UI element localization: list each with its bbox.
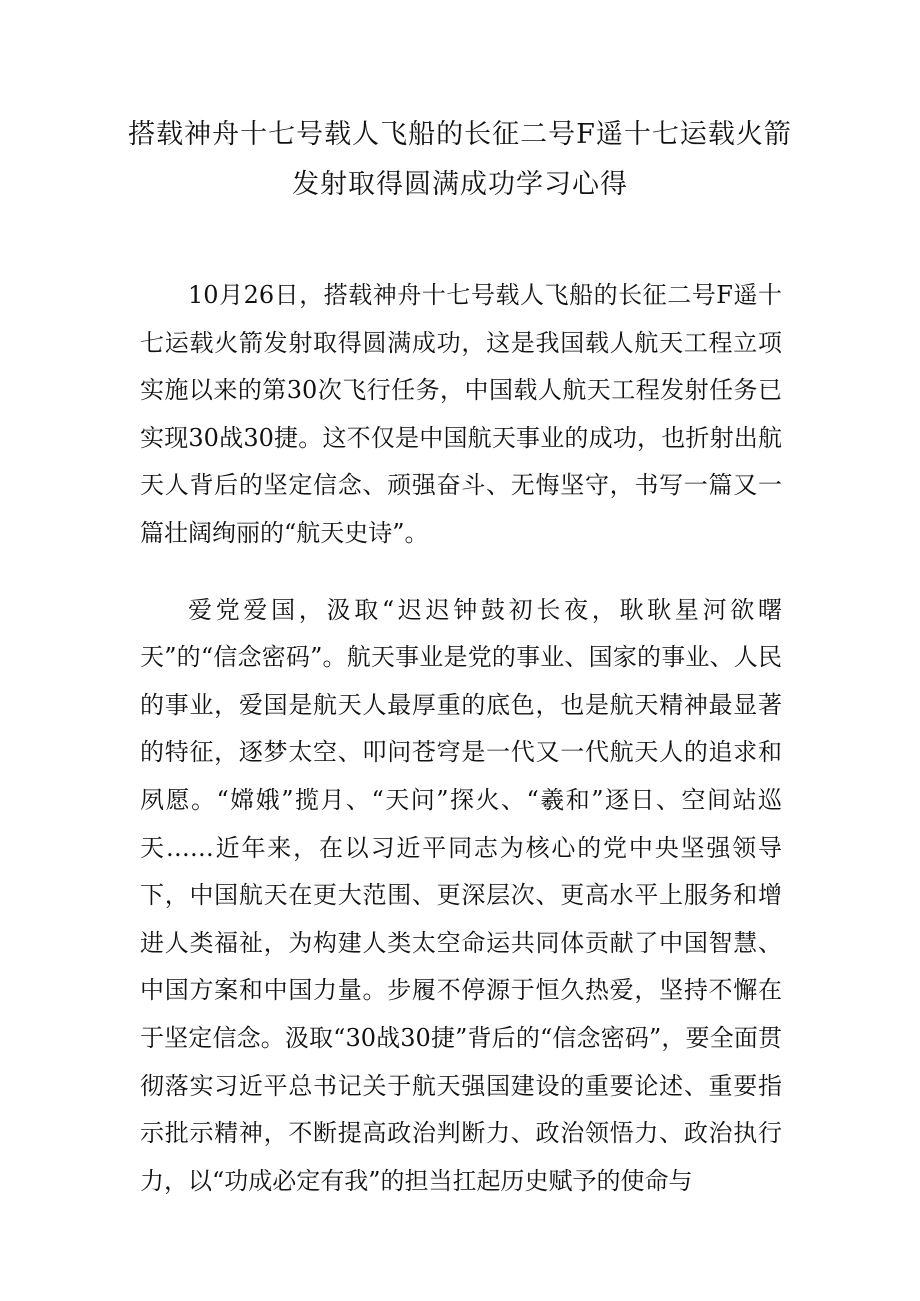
paragraph-patriotism: 爱党爱国，汲取“迟迟钟鼓初长夜，耿耿星河欲曙天”的“信念密码”。航天事业是党的事业、国家的事业、人民的事业，爱国是航天人最厚重的底色，也是航天精神最显著的特征，逐梦太空、叩问苍穹是一代又一代航天人的追求和夙愿。“嫦娥”揽月、“天问”探火、“羲和”逐日、空间站巡天……近年来，在以习近平同志为核心的党中央坚强领导下，中国航天在更大范围、更深层次、更高水平上服务和增进人类福祉，为构建人类太空命运共同体贡献了中国智慧、中国方案和中国力量。步履不停源于恒久热爱，坚持不懈在于坚定信念。汲取“30战30捷”背后的“信念密码”，要全面贯彻落实习近平总书记关于航天强国建设的重要论述、重要指示批示精神，不断提高政治判断力、政治领悟力、政治执行力，以“功成必定有我”的担当扛起历史赋予的使命与 — [140, 595, 782, 1195]
document-body — [140, 272, 782, 1234]
document-title: 搭载神舟十七号载人飞船的长征二号F遥十七运载火箭发射取得圆满成功学习心得 — [128, 119, 792, 200]
paragraph-intro: 10月26日，搭载神舟十七号载人飞船的长征二号F遥十七运载火箭发射取得圆满成功，这是我国载人航天工程立项实施以来的第30次飞行任务，中国载人航天工程发射任务已实现30战30捷。这不仅是中国航天事业的成功，也折射出航天人背后的坚定信念、顽强奋斗、无悔坚守，书写一篇又一篇壮阔绚丽的“航天史诗”。 — [140, 281, 782, 547]
